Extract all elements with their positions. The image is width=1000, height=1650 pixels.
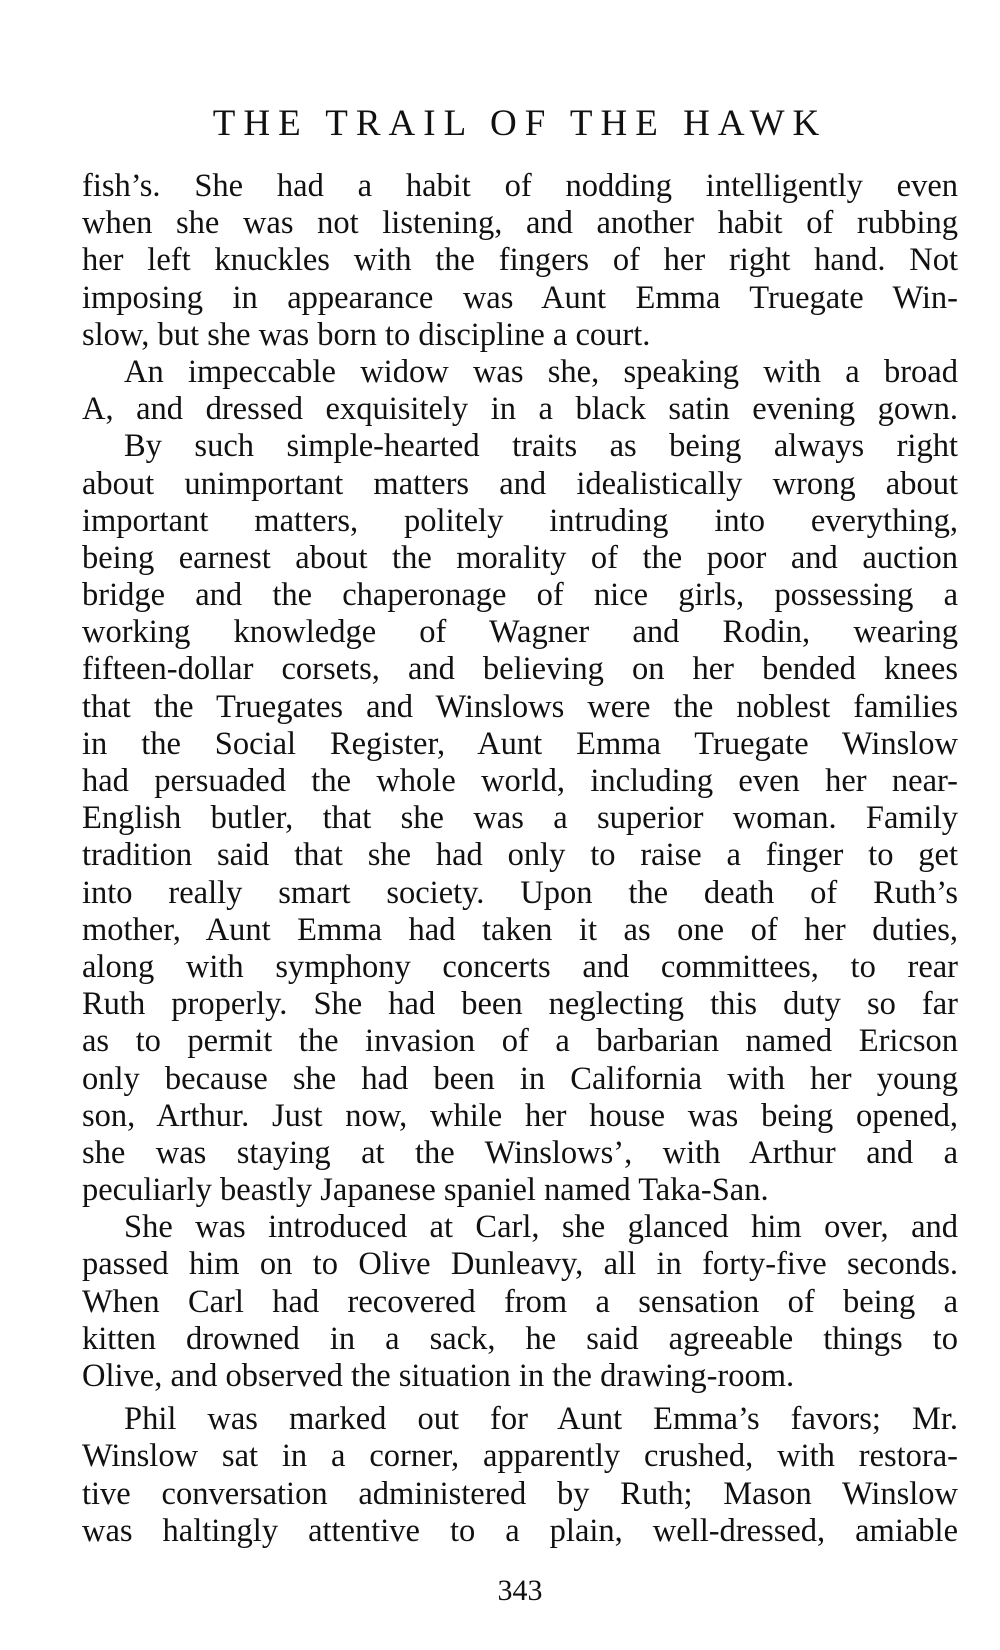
text-line: passed him on to Olive Dunleavy, all in forty-five seconds. bbox=[82, 1246, 958, 1283]
text-line: By such simple-hearted traits as being always right bbox=[124, 428, 958, 465]
text-line: working knowledge of Wagner and Rodin, wearing bbox=[82, 614, 958, 651]
text-line: Olive, and observed the situation in the drawing-room. bbox=[82, 1358, 795, 1394]
text-line: her left knuckles with the fingers of her right hand. Not bbox=[82, 242, 958, 279]
running-head: THE TRAIL OF THE HAWK bbox=[212, 103, 828, 144]
paragraph bbox=[82, 354, 958, 428]
paragraph bbox=[82, 168, 958, 354]
text-line: fish’s. She had a habit of nodding intelligently even bbox=[82, 168, 958, 204]
text-line: in the Social Register, Aunt Emma Truegate Winslow bbox=[82, 725, 958, 762]
text-line: peculiarly beastly Japanese spaniel named Taka-San. bbox=[82, 1172, 769, 1209]
text-line: mother, Aunt Emma had taken it as one of her duties, bbox=[82, 911, 958, 948]
text-line: was haltingly attentive to a plain, well-dressed, amiable bbox=[82, 1512, 958, 1549]
text-line: when she was not listening, and another habit of rubbing bbox=[82, 205, 958, 242]
text-line: tive conversation administered by Ruth; Mason Winslow bbox=[82, 1475, 958, 1512]
text-line: only because she had been in California with her young bbox=[82, 1060, 958, 1097]
text-line: When Carl had recovered from a sensation of being a bbox=[82, 1283, 958, 1320]
text-line: bridge and the chaperonage of nice girls, possessing a bbox=[82, 577, 958, 614]
text-line: An impeccable widow was she, speaking with a broad bbox=[124, 353, 958, 390]
text-line: A, and dressed exquisitely in a black satin evening gown. bbox=[82, 391, 958, 428]
text-line: about unimportant matters and idealistically wrong about bbox=[82, 465, 958, 502]
text-line: imposing in appearance was Aunt Emma Truegate Win- bbox=[82, 279, 958, 316]
page-number: 343 bbox=[497, 1574, 543, 1607]
text-line: Winslow sat in a corner, apparently crushed, with restora- bbox=[82, 1438, 958, 1475]
body-text bbox=[82, 168, 958, 1550]
text-line: as to permit the invasion of a barbarian named Ericson bbox=[82, 1023, 958, 1060]
paragraph bbox=[82, 428, 958, 1209]
text-line: slow, but she was born to discipline a court. bbox=[82, 316, 651, 353]
text-line: son, Arthur. Just now, while her house was being opened, bbox=[82, 1097, 958, 1134]
text-line: fifteen-dollar corsets, and believing on her bended knees bbox=[82, 651, 958, 688]
text-line: being earnest about the morality of the poor and auction bbox=[82, 539, 958, 576]
text-line: Phil was marked out for Aunt Emma’s favors; Mr. bbox=[124, 1401, 958, 1438]
text-line: important matters, politely intruding into everything, bbox=[82, 502, 958, 539]
text-line: English butler, that she was a superior woman. Family bbox=[82, 800, 958, 837]
text-line: along with symphony concerts and committees, to rear bbox=[82, 948, 958, 985]
text-line: Ruth properly. She had been neglecting this duty so far bbox=[82, 986, 958, 1023]
text-line: had persuaded the whole world, including even her near- bbox=[82, 763, 958, 799]
paragraph bbox=[82, 1401, 958, 1550]
text-line: she was staying at the Winslows’, with Arthur and a bbox=[82, 1134, 958, 1171]
text-line: She was introduced at Carl, she glanced him over, and bbox=[124, 1209, 958, 1246]
text-line: that the Truegates and Winslows were the noblest families bbox=[82, 688, 958, 725]
text-line: kitten drowned in a sack, he said agreeable things to bbox=[82, 1320, 958, 1357]
paragraph bbox=[82, 1209, 958, 1395]
text-line: into really smart society. Upon the death of Ruth’s bbox=[82, 874, 958, 911]
text-line: tradition said that she had only to raise a finger to get bbox=[82, 837, 958, 874]
